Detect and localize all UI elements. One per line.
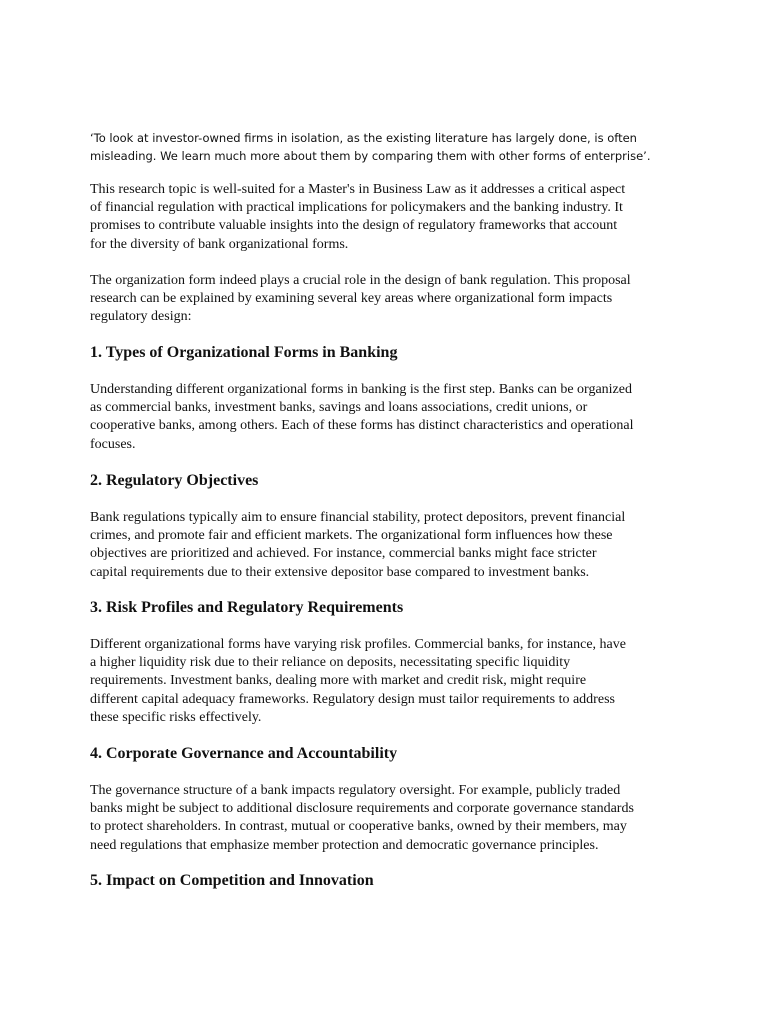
opening-quote [90, 129, 690, 165]
paragraph-line: promises to contribute valuable insights into the design of regulatory frameworks that account [90, 218, 618, 234]
section-paragraph-3 [90, 636, 626, 727]
paragraph-line: capital requirements due to their extensive depositor base compared to investment banks. [90, 564, 590, 580]
section-heading-2: 2. Regulatory Objectives [90, 472, 259, 489]
intro2-paragraph [90, 272, 631, 327]
paragraph-line: to protect shareholders. In contrast, mutual or cooperative banks, owned by their members, may [90, 819, 627, 835]
paragraph-line: of financial regulation with practical implications for policymakers and the banking industry. It [90, 200, 623, 216]
paragraph-line: banks might be subject to additional disclosure requirements and corporate governance standards [90, 801, 634, 817]
paragraph-line: Different organizational forms have varying risk profiles. Commercial banks, for instance, have [90, 637, 626, 652]
paragraph-line: This research topic is well-suited for a Master's in Business Law as it addresses a critical aspect [90, 182, 626, 197]
paragraph-line: objectives are prioritized and achieved. For instance, commercial banks might face stricter [90, 546, 597, 562]
paragraph-line: Bank regulations typically aim to ensure financial stability, protect depositors, prevent financial [90, 510, 626, 525]
paragraph-line: Understanding different organizational forms in banking is the first step. Banks can be organized [90, 382, 632, 397]
paragraph-line: need regulations that emphasize member protection and democratic governance principles. [90, 837, 599, 853]
paragraph-line: a higher liquidity risk due to their reliance on deposits, necessitating specific liquidity [90, 655, 571, 671]
paragraph-line: The governance structure of a bank impacts regulatory oversight. For example, publicly traded [90, 783, 621, 798]
paragraph-line: these specific risks effectively. [90, 709, 262, 725]
paragraph-line: as commercial banks, investment banks, savings and loans associations, credit unions, or [90, 400, 588, 416]
section-heading-3: 3. Risk Profiles and Regulatory Requirements [90, 599, 404, 616]
paragraph-line: focuses. [90, 436, 136, 452]
paragraph-line: requirements. Investment banks, dealing more with market and credit risk, might require [90, 673, 587, 689]
paragraph-line: crimes, and promote fair and efficient markets. The organizational form influences how these [90, 528, 613, 544]
section-paragraph-2 [90, 509, 625, 582]
quote-line: misleading. We learn much more about them by comparing them with other forms of enterprise’. [90, 149, 651, 163]
paragraph-line: different capital adequacy frameworks. Regulatory design must tailor requirements to address [90, 691, 615, 707]
quote-line: ‘To look at investor-owned firms in isolation, as the existing literature has largely done, is often [90, 131, 637, 145]
section-heading-5: 5. Impact on Competition and Innovation [90, 872, 374, 889]
section-paragraph-1 [90, 381, 633, 454]
paragraph-line: research can be explained by examining several key areas where organizational form impacts [90, 291, 613, 307]
paragraph-line: regulatory design: [90, 309, 192, 325]
paragraph-line: for the diversity of bank organizational forms. [90, 236, 349, 252]
paragraph-line: cooperative banks, among others. Each of these forms has distinct characteristics and operational [90, 418, 634, 434]
section-heading-1: 1. Types of Organizational Forms in Banking [90, 344, 398, 361]
paragraph-line: The organization form indeed plays a crucial role in the design of bank regulation. This proposal [90, 273, 631, 288]
intro-paragraph [90, 181, 625, 254]
section-paragraph-4 [90, 782, 634, 855]
section-heading-4: 4. Corporate Governance and Accountability [90, 745, 398, 762]
